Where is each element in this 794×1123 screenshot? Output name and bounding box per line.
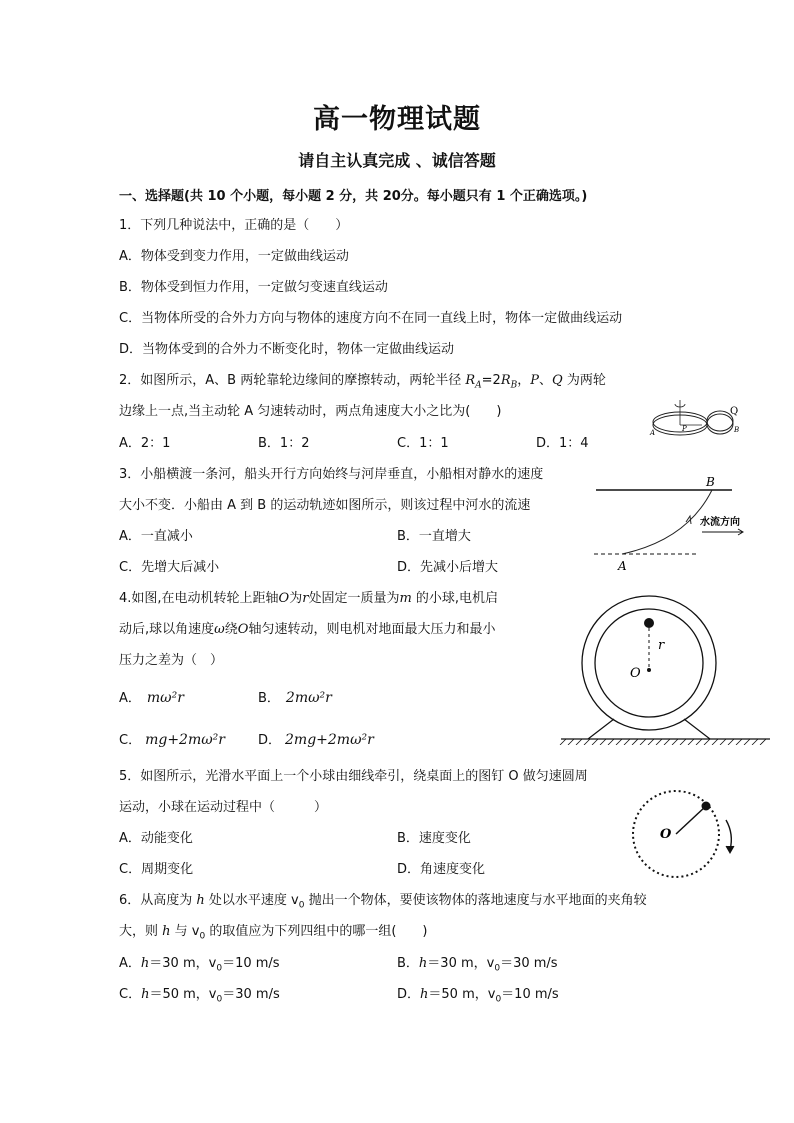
page-subtitle: 请自主认真完成 、诚信答题 xyxy=(298,151,496,170)
q2-rb: R xyxy=(500,373,511,388)
q4-option-a xyxy=(119,690,184,707)
q2-ra: R xyxy=(465,373,476,388)
q6-c-rest: ＝50 m，v xyxy=(149,987,217,1002)
q6-v0-sub: 0 xyxy=(298,900,305,911)
q6-option-b xyxy=(397,956,558,977)
q2-option-a: A．2：1 xyxy=(119,436,171,451)
q6-l1b: 处以水平速度 v xyxy=(204,893,299,908)
q6-d-label: D． xyxy=(397,987,421,1002)
q2-stem-line2: 边缘上一点,当主动轮 A 匀速转动时，两点角速度大小之比为( ) xyxy=(119,404,502,419)
q3-option-a: A．一直减小 xyxy=(119,529,193,544)
q4-l2c: 轴匀速转动，则电机对地面最大压力和最小 xyxy=(248,622,496,637)
q2-ra-sub: A xyxy=(475,380,482,391)
q4-option-d xyxy=(258,732,374,749)
q6-stem-line1 xyxy=(119,893,647,914)
q6-c-h: h xyxy=(141,987,150,1002)
q2-stem-line1 xyxy=(119,373,606,394)
q5-fig-label-o: O xyxy=(660,827,672,842)
q5-option-d: D．角速度变化 xyxy=(397,862,486,877)
q4-l1b: 为 xyxy=(289,591,303,606)
q4-a-label: A． xyxy=(119,691,141,706)
q1-stem: 1．下列几种说法中，正确的是（ ） xyxy=(119,218,349,233)
q2-p: P xyxy=(530,373,540,388)
q2-eq: =2 xyxy=(481,373,501,388)
q2-q: Q xyxy=(552,373,563,388)
q3-option-d: D．先减小后增大 xyxy=(397,560,499,575)
q4-l1d: 的小球,电机启 xyxy=(411,591,499,606)
q4-stem-line3: 压力之差为（ ） xyxy=(119,653,224,668)
q2-fig-label-b: B xyxy=(734,426,740,434)
q4-l1c: 处固定一质量为 xyxy=(308,591,400,606)
q6-option-d xyxy=(397,987,559,1008)
q6-v0-sub2: 0 xyxy=(199,931,206,942)
q2-stem-pre: 2．如图所示，A、B 两轮靠轮边缘间的摩擦转动，两轮半径 xyxy=(119,373,466,388)
q6-a-label: A． xyxy=(119,956,141,971)
q2-rb-sub: B xyxy=(510,380,518,391)
q6-d-rest: ＝50 m，v xyxy=(428,987,496,1002)
q4-omega: ω xyxy=(214,622,225,637)
q4-o2: O xyxy=(237,622,249,637)
q2-sep: ， xyxy=(517,373,531,388)
q6-a-rest: ＝30 m，v xyxy=(149,956,217,971)
q6-d-end: ＝10 m/s xyxy=(501,987,559,1002)
section-heading: 一、选择题(共 10 个小题，每小题 2 分，共 20分。每小题只有 1 个正确选项。) xyxy=(119,189,588,204)
q4-option-b xyxy=(258,690,332,707)
q4-l1a: 4.如图,在电动机转轮上距轴 xyxy=(119,591,279,606)
q2-option-d: D．1：4 xyxy=(536,436,589,451)
q6-l1a: 6．从高度为 xyxy=(119,893,197,908)
q6-b-h: h xyxy=(418,956,428,971)
q6-a-end: ＝10 m/s xyxy=(222,956,280,971)
q4-b-label: B． xyxy=(258,691,280,706)
q4-o: O xyxy=(278,591,290,606)
q3-fig-flow-label: 水流方向 xyxy=(700,517,740,528)
q6-l2b: 与 v xyxy=(170,924,200,939)
q4-l2a: 动后,球以角速度 xyxy=(119,622,215,637)
q6-d-sub: 0 xyxy=(495,994,502,1005)
q3-stem-line2: 大小不变．小船由 A 到 B 的运动轨迹如图所示，则该过程中河水的流速 xyxy=(119,498,531,513)
q4-c-expr: mg+2mω²r xyxy=(145,732,225,748)
q5-stem-line2: 运动，小球在运动过程中（ ） xyxy=(119,800,328,815)
page-title: 高一物理试题 xyxy=(313,104,481,135)
q4-d-label: D． xyxy=(258,733,282,748)
q4-m: m xyxy=(399,591,412,606)
q6-a-h: h xyxy=(140,956,150,971)
q1-option-c: C．当物体所受的合外力方向与物体的速度方向不在同一直线上时，物体一定做曲线运动 xyxy=(119,311,623,326)
q6-stem-line2 xyxy=(119,924,428,945)
q6-a-sub: 0 xyxy=(216,963,223,974)
q4-a-expr: mω²r xyxy=(146,690,184,706)
q1-option-d: D．当物体受到的合外力不断变化时，物体一定做曲线运动 xyxy=(119,342,455,357)
q4-motor-figure xyxy=(558,585,778,745)
q4-stem-line2 xyxy=(119,622,495,638)
q5-option-a: A．动能变化 xyxy=(119,831,193,846)
q4-l2b: 绕 xyxy=(224,622,238,637)
q2-dun: 、 xyxy=(539,373,553,388)
q3-river-figure xyxy=(592,474,752,574)
q4-stem-line1 xyxy=(119,591,498,607)
q6-c-label: C． xyxy=(119,987,142,1002)
q2-fig-label-p: P xyxy=(682,425,687,433)
q6-b-sub: 0 xyxy=(494,963,501,974)
q6-d-h: h xyxy=(420,987,429,1002)
q4-fig-label-o: O xyxy=(630,666,641,681)
q3-fig-label-a: A xyxy=(618,559,627,573)
q6-option-c xyxy=(119,987,280,1008)
q2-fig-label-q: Q xyxy=(730,406,739,417)
q5-option-c: C．周期变化 xyxy=(119,862,194,877)
q5-circle-figure xyxy=(626,788,742,884)
q6-b-label: B． xyxy=(397,956,419,971)
q4-fig-label-r: r xyxy=(658,638,665,653)
q2-fig-label-a: A xyxy=(650,429,656,437)
q6-l1c: 抛出一个物体，要使该物体的落地速度与水平地面的夹角较 xyxy=(304,893,647,908)
q6-b-rest: ＝30 m，v xyxy=(427,956,495,971)
q2-stem-post: 为两轮 xyxy=(562,373,606,388)
q6-c-sub: 0 xyxy=(216,994,223,1005)
q3-stem-line1: 3．小船横渡一条河，船头开行方向始终与河岸垂直，小船相对静水的速度 xyxy=(119,467,544,482)
q2-option-c: C．1：1 xyxy=(397,436,449,451)
q3-option-c: C．先增大后减小 xyxy=(119,560,220,575)
q6-option-a xyxy=(119,956,280,977)
q6-h2: h xyxy=(162,924,171,939)
q6-b-end: ＝30 m/s xyxy=(500,956,558,971)
q6-l2c: 的取值应为下列四组中的哪一组( ) xyxy=(205,924,428,939)
q4-option-c xyxy=(119,732,225,749)
q2-option-b: B．1：2 xyxy=(258,436,310,451)
q4-c-label: C． xyxy=(119,733,142,748)
q1-option-b: B．物体受到恒力作用，一定做匀变速直线运动 xyxy=(119,280,388,295)
q5-option-b: B．速度变化 xyxy=(397,831,471,846)
q6-h: h xyxy=(196,893,205,908)
q4-r: r xyxy=(302,591,309,606)
q6-c-end: ＝30 m/s xyxy=(222,987,280,1002)
q5-stem-line1: 5．如图所示，光滑水平面上一个小球由细线牵引，绕桌面上的图钉 O 做匀速圆周 xyxy=(119,769,588,784)
q1-option-a: A．物体受到变力作用，一定做曲线运动 xyxy=(119,249,349,264)
q4-d-expr: 2mg+2mω²r xyxy=(285,732,374,748)
q2-wheels-figure xyxy=(646,396,746,444)
q6-l2a: 大，则 xyxy=(119,924,163,939)
q4-b-expr: 2mω²r xyxy=(285,690,332,706)
q3-option-b: B．一直增大 xyxy=(397,529,471,544)
q3-fig-label-b: B xyxy=(706,475,715,489)
